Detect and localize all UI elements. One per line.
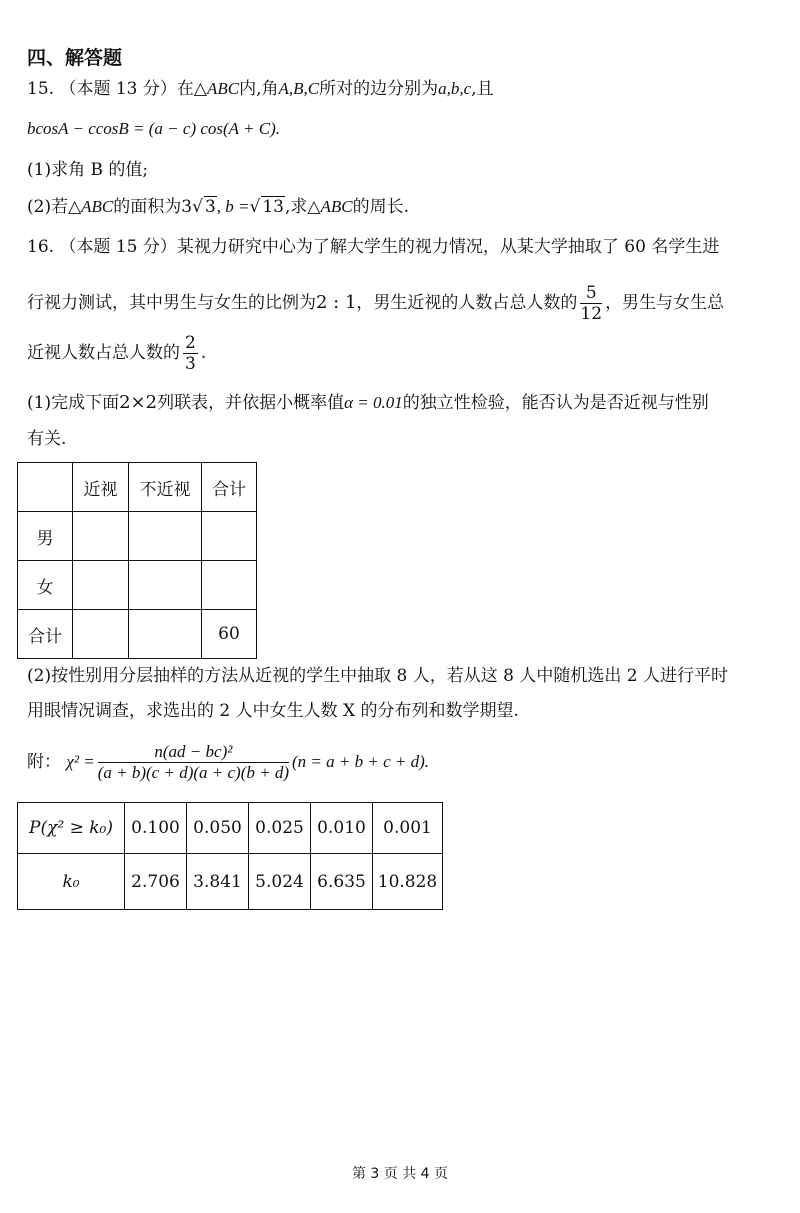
q15-part2-end: ,求 xyxy=(285,197,308,217)
table-cell xyxy=(202,512,257,561)
q15-angles: A,B,C xyxy=(278,79,320,98)
table-cell: 6.635 xyxy=(311,854,373,910)
q16-ratio: 2 : 1 xyxy=(316,292,357,313)
contingency-table xyxy=(17,462,257,659)
frac2-den: 3 xyxy=(185,354,196,374)
table-cell: 10.828 xyxy=(373,854,443,910)
table-row xyxy=(18,512,257,561)
q15-number: 15. xyxy=(27,79,55,99)
table-row xyxy=(18,854,443,910)
q16-score: （本题 15 分） xyxy=(59,237,177,257)
q16-line1 xyxy=(27,236,719,258)
frac1-num: 5 xyxy=(580,283,602,304)
q16-line2-end: ，男生与女生总 xyxy=(605,293,725,313)
q15-area-rad: 3 xyxy=(204,197,216,217)
q15-part2 xyxy=(27,196,409,218)
chi-den: (a + b)(c + d)(a + c)(b + d) xyxy=(97,763,289,782)
fraction-2-3 xyxy=(183,333,198,374)
q16-part1-end: 的独立性检验，能否认为是否近视与性别 xyxy=(402,393,709,413)
q16-line2-mid: ，男生近视的人数占总人数的 xyxy=(356,293,578,313)
q16-part1 xyxy=(27,392,709,414)
q15-part1: (1)求角 B 的值; xyxy=(27,160,149,180)
table-header-cell: 不近视 xyxy=(129,463,202,512)
q15-intro-end: ,且 xyxy=(471,79,494,99)
q16-part1-mid: 列联表，并依据小概率值 xyxy=(157,393,345,413)
q16-line3-pre: 近视人数占总人数的 xyxy=(27,343,180,363)
q15-part2-triangle: △ABC xyxy=(68,197,114,216)
q15-part2-triangle2: △ABC xyxy=(307,197,353,216)
table-cell xyxy=(129,561,202,610)
table-cell: 合计 xyxy=(18,610,73,659)
table-cell xyxy=(129,610,202,659)
chi-num: n(ad − bc)² xyxy=(98,742,289,763)
table-cell: k₀ xyxy=(18,854,125,910)
q15-b-rad: 13 xyxy=(262,197,284,217)
sqrt-icon: √ xyxy=(249,197,261,217)
q15-stem xyxy=(27,78,494,100)
q15-part2-tail: 的周长. xyxy=(352,197,409,217)
q16-part1-line2: 有关. xyxy=(27,429,67,449)
q16-line2-pre: 行视力测试，其中男生与女生的比例为 xyxy=(27,293,316,313)
q15-score: （本题 13 分） xyxy=(59,79,177,99)
table-row xyxy=(18,803,443,854)
sqrt-icon: √ xyxy=(192,197,203,217)
table-cell xyxy=(202,561,257,610)
table-cell: 5.024 xyxy=(249,854,311,910)
table-cell: 0.100 xyxy=(125,803,187,854)
section-title: 四、解答题 xyxy=(27,47,123,69)
chi-n: (n = a + b + c + d). xyxy=(292,752,430,771)
table-cell: P(χ² ≥ k₀) xyxy=(18,803,125,854)
table-cell xyxy=(73,610,129,659)
chi-formula xyxy=(27,739,429,785)
table-cell: 3.841 xyxy=(187,854,249,910)
q15-intro-mid: 内,角 xyxy=(239,79,279,99)
critical-value-table xyxy=(17,802,443,910)
q15-equation: bcosA − ccosB = (a − c) cos(A + C). xyxy=(27,119,280,138)
table-cell: 0.001 xyxy=(373,803,443,854)
q15-triangle: △ABC xyxy=(193,79,240,98)
chi-fraction xyxy=(98,742,289,783)
q15-part2-pre: (2)若 xyxy=(27,197,69,217)
table-cell: 男 xyxy=(18,512,73,561)
table-header-row xyxy=(18,463,257,512)
q16-number: 16. xyxy=(27,237,55,257)
page-footer: 第 3 页 共 4 页 xyxy=(351,1166,449,1182)
fraction-5-12 xyxy=(580,283,602,324)
q15-b-eq: , b = xyxy=(216,197,250,216)
q15-area-coef: 3 xyxy=(181,197,193,217)
q16-part1-pre: (1)完成下面 xyxy=(27,393,120,413)
q15-sides: a,b,c xyxy=(438,79,472,98)
q16-line2 xyxy=(27,283,724,324)
q16-part2-line2: 用眼情况调查，求选出的 2 人中女生人数 X 的分布列和数学期望. xyxy=(27,701,519,721)
frac1-den: 12 xyxy=(580,304,603,324)
table-cell: 0.010 xyxy=(311,803,373,854)
appendix-label: 附： xyxy=(27,752,61,772)
table-cell: 0.050 xyxy=(187,803,249,854)
q16-line3-end: . xyxy=(200,343,207,363)
q15-intro-mid2: 所对的边分别为 xyxy=(319,79,439,99)
q16-alpha: α = 0.01 xyxy=(344,393,403,412)
q15-part2-mid: 的面积为 xyxy=(113,197,182,217)
table-cell: 0.025 xyxy=(249,803,311,854)
frac2-num: 2 xyxy=(185,333,196,353)
q16-part1-dim: 2×2 xyxy=(119,392,158,413)
table-row xyxy=(18,610,257,659)
q16-line3 xyxy=(27,333,206,374)
table-header-cell: 近视 xyxy=(73,463,129,512)
q16-line1-text: 某视力研究中心为了解大学生的视力情况，从某大学抽取了 60 名学生进 xyxy=(176,237,720,257)
table-header-cell: 合计 xyxy=(202,463,257,512)
table-cell: 女 xyxy=(18,561,73,610)
table-cell xyxy=(73,512,129,561)
q16-part2-line1: (2)按性别用分层抽样的方法从近视的学生中抽取 8 人，若从这 8 人中随机选出 2 人进行平时 xyxy=(27,666,728,686)
table-header-cell xyxy=(18,463,73,512)
table-cell xyxy=(73,561,129,610)
chi-lhs: χ² = xyxy=(66,752,95,771)
table-cell: 2.706 xyxy=(125,854,187,910)
table-row xyxy=(18,561,257,610)
table-cell xyxy=(129,512,202,561)
table-cell: 60 xyxy=(202,610,257,659)
q15-intro-pre: 在 xyxy=(176,79,194,99)
